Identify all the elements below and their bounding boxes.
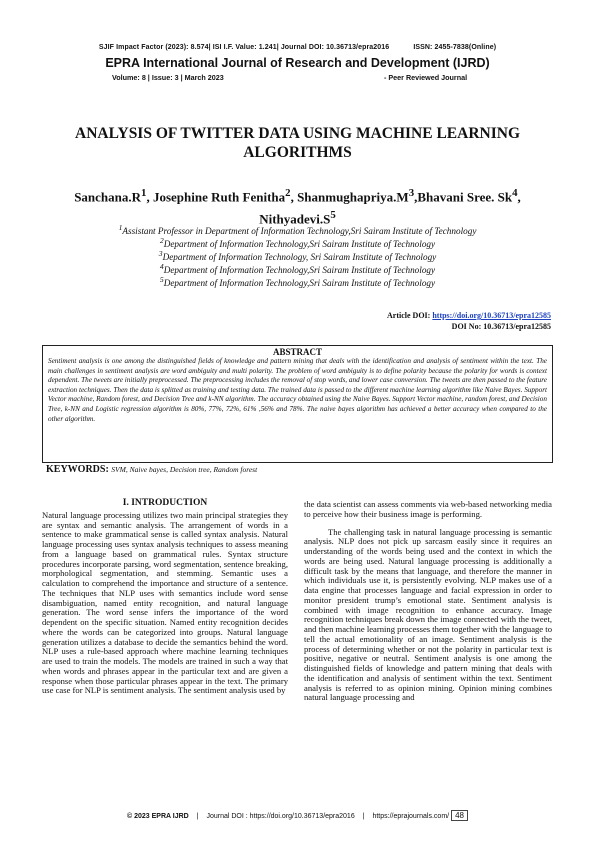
keywords-text: SVM, Naive bayes, Decision tree, Random forest xyxy=(111,465,258,474)
author-sup: 5 xyxy=(330,209,336,222)
journal-metrics-line xyxy=(0,44,595,51)
author-name: Josephine Ruth Fenitha xyxy=(152,189,286,205)
affiliation-text: Assistant Professor in Department of Information Technology,Sri Sairam Institute of Technology xyxy=(122,226,477,237)
article-doi xyxy=(387,311,551,320)
left-column-paragraph: Natural language processing utilizes two main principal strategies they are syntax and semantic analysis. The arrangement of words in a sentence to make grammatical sense is called syntax analysis. Natural language processing uses syntax analysis techniques to assess meaning from a language based on grammatical rules. Syntax structure procedures incorporate parsing, word segmentation, sentence breaking, morphological segmentation, and stemming. Semantic uses a calculation to comprehend the importance and structure of a sentence. The techniques that NLP uses with semantics include word sense disambiguation, named entity recognition, and natural language generation. The word sense infers the importance of the word dependent on the specific situation. Named entity recognition decides where the words can be categorized into groups. Natural language generation utilizes a database to decide the semantics behind the word. NLP uses a rule-based approach where machine learning techniques are used to train the models. The models are trained in such a way that when words and phrases appear in the particular text and are given a response when those particular phrases appear in the text. The primary use case for NLP is sentiment analysis. The sentiment analysis used by xyxy=(42,509,288,696)
page-footer: © 2023 EPRA IJRD | Journal DOI : https://doi.org/10.36713/epra2016 | https://eprajournals.com/ 48 xyxy=(0,811,595,820)
section-heading: I. INTRODUCTION xyxy=(122,498,208,508)
affiliation-text: Department of Information Technology, Sri Sairam Institute of Technology xyxy=(162,252,437,263)
article-doi-link[interactable]: https://doi.org/10.36713/epra12585 xyxy=(432,311,551,320)
affiliation-sup: 2 xyxy=(159,236,164,245)
right-column xyxy=(304,500,552,703)
peer-reviewed-label: - Peer Reviewed Journal xyxy=(384,73,468,82)
keywords-label: KEYWORDS: xyxy=(46,464,109,475)
footer-copyright: © 2023 EPRA IJRD xyxy=(127,813,189,820)
author-name: Nithyadevi.S xyxy=(259,211,331,227)
article-doi-label: Article DOI: xyxy=(387,311,433,320)
right-column-paragraph-1: the data scientist can assess comments via web-based networking media to perceive how their business image is performing. xyxy=(304,499,552,519)
footer-journal-doi[interactable]: Journal DOI : https://doi.org/10.36713/epra2016 xyxy=(206,813,355,820)
author-name: Shanmughapriya.M xyxy=(297,189,409,205)
affiliation-sup: 1 xyxy=(118,223,123,232)
affiliation-text: Department of Information Technology,Sri Sairam Institute of Technology xyxy=(163,265,436,276)
doi-number: DOI No: 10.36713/epra12585 xyxy=(451,322,551,331)
affiliation-sup: 4 xyxy=(159,262,164,271)
author-sup: 1 xyxy=(141,187,147,199)
abstract-text: Sentiment analysis is one among the distinguished fields of knowledge and pattern mining that deals with the identification and analysis of sentiment within the text. The main challenges in sentiment analysis are word ambiguity and multi polarity. The problem of word ambiguity is to define polarity because the polarity for words is context dependent. The tweets are initially preprocessed. The preprocessing includes the removal of stop words, and lower case conversion. The tweets are then passed to the feature extraction techniques. Then the data is splitted as training and testing data. The trained data is passed to the different machine learning algorithm like Naive Bayes. Support Vector machine, Random forest, and Decision Tree and k-NN algorithm. The accuracy obtained using the Naive Bayes. Support Vector machine, random forest, and Decision Tree, k-NN and Logistic regression algorithm is 80%, 77%, 72%, 61% ,56% and 78%. The naive bayes algorithm has achieved a better accuracy when compared to the other algorithm. xyxy=(48,357,547,423)
affiliation-sup: 3 xyxy=(158,249,163,258)
keywords xyxy=(46,464,257,475)
author-sup: 2 xyxy=(285,187,291,199)
issn-text: ISSN: 2455-7838(Online) xyxy=(413,44,497,51)
paper-title: ANALYSIS OF TWITTER DATA USING MACHINE LEARNING ALGORITHMS xyxy=(75,125,520,161)
author-sup: 3 xyxy=(408,187,415,199)
abstract-heading: ABSTRACT xyxy=(272,347,322,357)
affiliation-5 xyxy=(40,274,555,289)
journal-name: EPRA International Journal of Research and Development (IJRD) xyxy=(105,56,490,70)
author-sep: ,Bhavani Sree. Sk xyxy=(414,189,513,205)
author-sep: , xyxy=(517,189,521,205)
right-column-paragraph-2: The challenging task in natural language processing is semantic analysis. NLP does not pick up sarcasm easily since it requires an understanding of the words being used and the context in which the words are being used. Natural language processing is additionally a difficult task by the means that language, and therefore the manner in which individuals use it, is persistently evolving. NLP makes use of a data engine that processes language and facial expression in order to monitor president trump’s emotional state. Sentiment analysis is combined with image recognition to enhance accuracy. Image recognition techniques break down the image connected with the tweet, and then machine learning processes them together with the language to tell the actual emotionality of an image. Sentiment analysis is the process of determining whether or not the polarity in particular text is positive, negative or neutral. Sentiment analysis is one among the distinguished fields of knowledge and pattern mining that deals with the identification and analysis of sentiment within the text. Sentiment analysis is referred to as opinion mining. Opinion mining combines natural language processing and xyxy=(304,526,552,703)
footer-site[interactable]: https://eprajournals.com/ xyxy=(372,813,450,820)
author-name: Sanchana.R xyxy=(74,189,142,205)
impact-factor-text: SJIF Impact Factor (2023): 8.574| ISI I.F. Value: 1.241| Journal DOI: 10.36713/epra2016 xyxy=(98,44,390,51)
author-sup: 4 xyxy=(512,187,518,199)
volume-issue: Volume: 8 | Issue: 3 | March 2023 xyxy=(112,73,224,82)
page-number: 48 xyxy=(451,810,468,821)
author-sep: , xyxy=(290,189,298,205)
author-sep: , xyxy=(146,189,153,205)
left-column xyxy=(42,499,288,696)
affiliation-text: Department of Information Technology,Sri Sairam Institute of Technology xyxy=(163,239,436,250)
affiliation-text: Department of Information Technology,Sri Sairam Institute of Technology xyxy=(163,278,436,289)
abstract-box xyxy=(42,345,553,463)
affiliation-sup: 5 xyxy=(159,275,164,284)
